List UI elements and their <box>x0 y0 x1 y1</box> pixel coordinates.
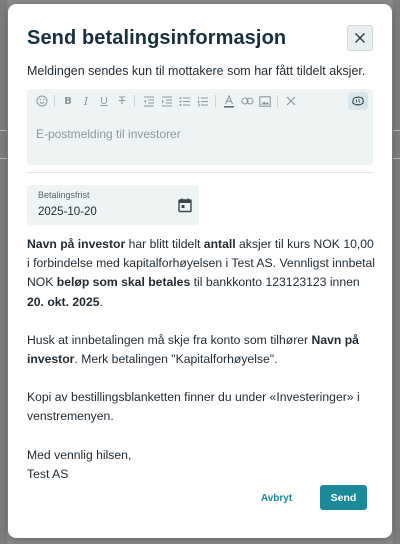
backdrop-divider <box>0 158 7 159</box>
share-count-placeholder: antall <box>203 237 236 251</box>
indent-icon[interactable] <box>160 94 174 108</box>
bullet-list-icon[interactable] <box>178 94 192 108</box>
link-icon[interactable] <box>240 94 254 108</box>
italic-icon[interactable]: I <box>83 94 89 108</box>
backdrop-left <box>0 0 7 544</box>
send-button[interactable]: Send <box>320 485 367 510</box>
image-icon[interactable] <box>258 94 272 108</box>
investor-name-placeholder: Navn på investor <box>27 237 126 251</box>
toolbar-separator <box>277 95 278 107</box>
close-button[interactable] <box>347 25 373 51</box>
text-span: . <box>99 294 103 309</box>
emoji-icon[interactable] <box>35 94 49 108</box>
message-paragraph <box>27 235 377 312</box>
section-divider <box>27 172 373 173</box>
deadline-date: 20. okt. 2025 <box>27 294 100 309</box>
text-span: Husk at innbetalingen må skje fra konto som tilhører <box>27 332 312 347</box>
email-message-input[interactable]: E-postmelding til investorer <box>36 127 181 141</box>
message-paragraph: Kopi av bestillingsblanketten finner du under «Investeringer» i venstremenyen. <box>27 390 360 424</box>
bold-icon[interactable]: B <box>64 95 72 107</box>
payment-info-dialog <box>8 4 392 538</box>
backdrop-divider <box>0 130 7 131</box>
payment-deadline-value: 2025-10-20 <box>38 206 97 218</box>
text-span: til bankkonto 123123123 innen <box>190 275 360 290</box>
editor-toolbar <box>27 89 373 113</box>
message-signature <box>27 446 377 484</box>
backdrop-divider <box>393 158 400 159</box>
underline-icon[interactable]: U <box>100 95 108 107</box>
clear-format-icon[interactable] <box>284 94 298 108</box>
toolbar-separator <box>54 95 55 107</box>
dialog-subtitle: Meldingen sendes kun til mottakere som har fått tildelt aksjer. <box>27 64 366 78</box>
outdent-icon[interactable] <box>142 94 156 108</box>
calendar-icon[interactable] <box>177 197 193 213</box>
text-color-icon[interactable] <box>222 94 236 108</box>
signature-greeting: Med vennlig hilsen, <box>27 447 132 462</box>
backdrop-divider <box>393 130 400 131</box>
signature-company: Test AS <box>27 466 69 481</box>
toolbar-separator <box>134 95 135 107</box>
email-editor <box>27 89 373 165</box>
text-span: aksjer til kurs NOK 10,00 i forbindelse med kapitalforhøyelsen i Test AS. Vennligst innbetal NOK <box>27 237 375 290</box>
backdrop-right <box>393 0 400 544</box>
cancel-button[interactable]: Avbryt <box>260 492 293 504</box>
text-span: . Merk betalingen "Kapitalforhøyelse". <box>74 352 278 367</box>
dialog-title: Send betalingsinformasjon <box>27 27 287 49</box>
investor-name-placeholder: Navn på investor <box>27 332 359 367</box>
text-span: har blitt tildelt <box>125 237 204 251</box>
message-body <box>27 235 377 503</box>
strikethrough-icon[interactable]: T <box>118 95 126 107</box>
payment-deadline-field[interactable] <box>27 185 199 225</box>
payment-deadline-label: Betalingsfrist <box>38 190 90 200</box>
numbered-list-icon[interactable] <box>196 94 210 108</box>
ai-assist-icon[interactable] <box>348 92 368 110</box>
message-paragraph <box>27 331 377 369</box>
toolbar-separator <box>215 95 216 107</box>
amount-placeholder: beløp som skal betales <box>56 275 191 290</box>
close-icon <box>354 32 366 44</box>
